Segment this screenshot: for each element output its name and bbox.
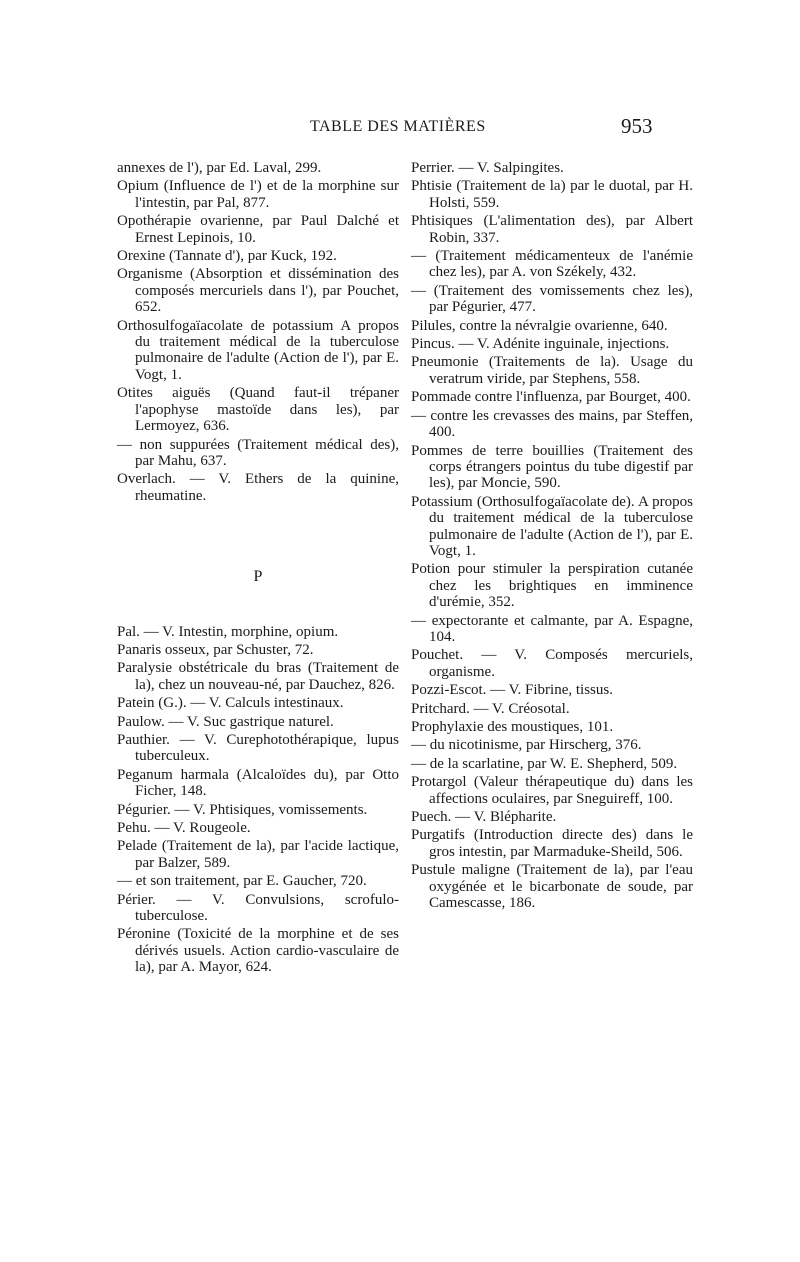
- index-entry: Potassium (Orthosulfogaïacolate de). A propos du traitement médical de la tuberculose pulmonaire de l'adulte (Action de l'), par E. Vogt, 1.: [411, 493, 693, 559]
- index-entry: — (Traitement des vomissements chez les), par Pégurier, 477.: [411, 282, 693, 316]
- index-entry: Pincus. — V. Adénite inguinale, injections.: [411, 336, 670, 353]
- index-entry: annexes de l'), par Ed. Laval, 299.: [117, 160, 322, 176]
- left-column: [117, 160, 399, 978]
- index-entry: Paralysie obstétricale du bras (Traitement de la), chez un nouveau-né, par Dauchez, 826.: [117, 660, 399, 693]
- index-entry: Pozzi-Escot. — V. Fibrine, tissus.: [411, 682, 613, 699]
- index-entry: Organisme (Absorption et dissémination des composés mercuriels dans l'), par Pouchet, 652.: [117, 266, 399, 316]
- index-entry: Périer. — V. Convulsions, scrofulo-tuberculose.: [117, 891, 399, 925]
- index-entry: Purgatifs (Introduction directe des) dans le gros intestin, par Marmaduke-Sheild, 506.: [411, 827, 693, 860]
- index-entry: — du nicotinisme, par Hirscherg, 376.: [411, 737, 642, 754]
- index-entry: Pégurier. — V. Phtisiques, vomissements.: [117, 801, 368, 818]
- index-entry: Pommade contre l'influenza, par Bourget, 400.: [411, 389, 691, 406]
- index-entry: Pelade (Traitement de la), par l'acide lactique, par Balzer, 589.: [117, 838, 399, 871]
- page-number: 953: [621, 114, 653, 138]
- index-entry: Pauthier. — V. Curephotothérapique, lupus tuberculeux.: [117, 731, 399, 765]
- right-column: [411, 160, 693, 913]
- index-entry: Potion pour stimuler la perspiration cutanée chez les brightiques en imminence d'urémie, 352.: [411, 561, 693, 611]
- index-entry: Otites aiguës (Quand faut-il trépaner l'apophyse mastoïde dans les), par Lermoyez, 636.: [117, 385, 399, 435]
- index-entry: Puech. — V. Blépharite.: [411, 809, 557, 826]
- index-entry: Perrier. — V. Salpingites.: [411, 160, 564, 176]
- index-entry: Pilules, contre la névralgie ovarienne, 640.: [411, 317, 668, 334]
- index-entry: Paulow. — V. Suc gastrique naturel.: [117, 713, 334, 730]
- index-entry: Prophylaxie des moustiques, 101.: [411, 719, 614, 735]
- index-entry: Orthosulfogaïacolate de potassium A propos du traitement médical de la tuberculose pulmonaire de l'adulte (Action de l'), par E. Vogt, 1.: [117, 317, 399, 383]
- index-entry: Pehu. — V. Rougeole.: [117, 820, 251, 836]
- index-entry: Protargol (Valeur thérapeutique du) dans les affections oculaires, par Sneguireff, 100.: [411, 774, 693, 807]
- index-entry: Pritchard. — V. Créosotal.: [411, 700, 570, 717]
- index-entry: — contre les crevasses des mains, par Steffen, 400.: [411, 407, 693, 441]
- index-entry: Orexine (Tannate d'), par Kuck, 192.: [117, 248, 337, 265]
- index-entry: Pouchet. — V. Composés mercuriels, organisme.: [411, 647, 693, 680]
- index-entry: Pneumonie (Traitements de la). Usage du veratrum viride, par Stephens, 558.: [411, 354, 693, 387]
- index-entry: Overlach. — V. Ethers de la quinine, rheumatine.: [117, 471, 399, 504]
- index-entry: Phtisiques (L'alimentation des), par Albert Robin, 337.: [411, 213, 693, 246]
- index-entry: Panaris osseux, par Schuster, 72.: [117, 641, 314, 658]
- index-entry: — (Traitement médicamenteux de l'anémie chez les), par A. von Székely, 432.: [411, 248, 693, 281]
- index-entry: Pustule maligne (Traitement de la), par l'eau oxygénée et le bicarbonate de soude, par Camescasse, 186.: [411, 862, 693, 912]
- index-entry: Phtisie (Traitement de la) par le duotal, par H. Holsti, 559.: [411, 178, 693, 211]
- index-entry: — et son traitement, par E. Gaucher, 720.: [117, 873, 367, 890]
- index-entry: — non suppurées (Traitement médical des), par Mahu, 637.: [117, 436, 399, 469]
- index-entry: Pal. — V. Intestin, morphine, opium.: [117, 623, 339, 640]
- index-entry: Peganum harmala (Alcaloïdes du), par Otto Ficher, 148.: [117, 766, 399, 800]
- running-header: TABLE DES MATIÈRES: [310, 118, 486, 135]
- index-entry: — de la scarlatine, par W. E. Shepherd, 509.: [411, 755, 678, 772]
- index-entry: Pommes de terre bouillies (Traitement des corps étrangers pointus du tube digestif par les), par Moncie, 590.: [411, 442, 693, 492]
- index-entry: Opium (Influence de l') et de la morphine sur l'intestin, par Pal, 877.: [117, 178, 399, 211]
- index-entry: Opothérapie ovarienne, par Paul Dalché et Ernest Lepinois, 10.: [117, 213, 399, 246]
- index-entry: Patein (G.). — V. Calculs intestinaux.: [117, 695, 344, 712]
- index-entry: Péronine (Toxicité de la morphine et de ses dérivés usuels. Action cardio-vasculaire de la), par A. Mayor, 624.: [117, 926, 399, 976]
- index-entry: — expectorante et calmante, par A. Espagne, 104.: [411, 612, 693, 645]
- section-letter: P: [253, 568, 263, 586]
